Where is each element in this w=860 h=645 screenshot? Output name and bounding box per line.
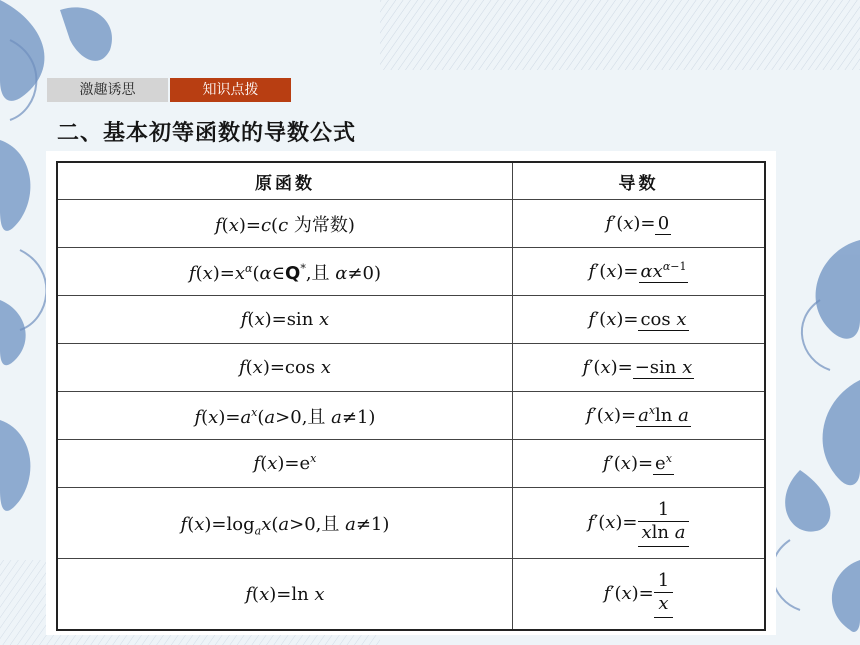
tab-zhishi-dianbo[interactable]: 知识点拨	[170, 78, 291, 102]
derivative-answer: $e^x$	[655, 451, 672, 474]
function-cell: $f(x)=a^x(a>0$,且 a≠1)	[57, 392, 512, 440]
derivative-answer: $\alpha x^{\alpha-1}$	[640, 259, 687, 282]
table-row	[57, 200, 765, 248]
derivative-answer: −sin x	[634, 356, 693, 378]
derivative-answer: cos x	[640, 308, 687, 330]
derivative-cell: $f'(x)= \alpha x^{\alpha-1}$	[512, 248, 765, 296]
derivative-cell: f′(x)= $\frac{1}{x}$	[512, 559, 765, 631]
tab-jiqu-yousi[interactable]: 激趣诱思	[47, 78, 168, 102]
function-cell: f(x)=cos x	[57, 344, 512, 392]
function-cell: $f(x)=e^x$	[57, 440, 512, 488]
table-row	[57, 559, 765, 631]
derivative-cell: f′(x)= cos x	[512, 296, 765, 344]
table-row	[57, 440, 765, 488]
table-row	[57, 248, 765, 296]
section-tabs	[47, 78, 291, 102]
header-original-function: 原函数	[57, 162, 512, 200]
function-cell: $f(x)=x^\alpha(\alpha\in Q^*$,且 α≠0)	[57, 248, 512, 296]
derivative-cell: f′(x)= −sin x	[512, 344, 765, 392]
function-cell: f(x)=c(c 为常数)	[57, 200, 512, 248]
derivative-answer: 0	[655, 213, 671, 235]
function-cell: f(x)=sin x	[57, 296, 512, 344]
derivative-formula-table	[56, 161, 766, 631]
table-row	[57, 392, 765, 440]
page-title: 二、基本初等函数的导数公式	[57, 121, 357, 146]
table-header-row	[57, 162, 765, 200]
header-derivative: 导数	[512, 162, 765, 200]
table-row	[57, 344, 765, 392]
table-row	[57, 488, 765, 559]
table-row	[57, 296, 765, 344]
derivative-cell: $f'(x)= a^x\ln$ a	[512, 392, 765, 440]
function-cell: $f(x)=\log_ax(a>0$,且 a≠1)	[57, 488, 512, 559]
function-cell: f(x)=ln x	[57, 559, 512, 631]
derivative-cell: f′(x)= 0	[512, 200, 765, 248]
derivative-answer: $\frac{1}{\text{xln a}}$	[638, 499, 690, 547]
derivative-answer: $\frac{1}{x}$	[654, 570, 673, 618]
derivative-cell: f′(x)= $\frac{1}{\text{xln a}}$	[512, 488, 765, 559]
derivative-cell: $f'(x)= e^x$	[512, 440, 765, 488]
formula-panel	[46, 151, 776, 635]
derivative-answer: $a^x\ln$ a	[638, 403, 689, 426]
